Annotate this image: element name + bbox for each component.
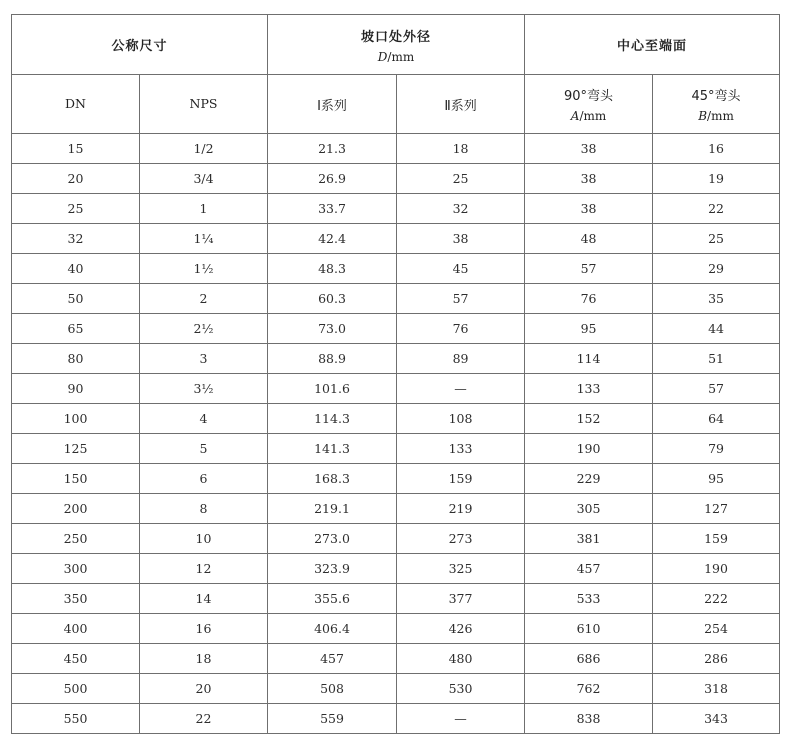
cell-od-series-2: 89 <box>397 344 525 374</box>
cell-dn: 20 <box>12 164 140 194</box>
cell-center-to-end-45: 16 <box>653 134 780 164</box>
cell-od-series-1: 33.7 <box>268 194 397 224</box>
cell-center-to-end-90: 152 <box>525 404 653 434</box>
table-row <box>12 434 780 464</box>
header-dn <box>12 75 140 134</box>
cell-dn: 100 <box>12 404 140 434</box>
cell-nps: 22 <box>140 704 268 734</box>
cell-od-series-2: — <box>397 374 525 404</box>
table-row <box>12 674 780 704</box>
cell-center-to-end-45: 127 <box>653 494 780 524</box>
header-elbow-45 <box>653 75 780 134</box>
header-nominal-size-label: 公称尺寸 <box>111 39 168 54</box>
cell-od-series-1: 88.9 <box>268 344 397 374</box>
cell-od-series-2: 25 <box>397 164 525 194</box>
table-row <box>12 224 780 254</box>
cell-od-series-1: 323.9 <box>268 554 397 584</box>
header-nps <box>140 75 268 134</box>
table-header <box>12 15 780 134</box>
cell-dn: 40 <box>12 254 140 284</box>
cell-od-series-2: 76 <box>397 314 525 344</box>
table-row <box>12 494 780 524</box>
header-nominal-size <box>12 15 268 75</box>
table-row <box>12 524 780 554</box>
header-nps-label: NPS <box>189 96 218 111</box>
cell-center-to-end-90: 76 <box>525 284 653 314</box>
cell-dn: 400 <box>12 614 140 644</box>
cell-center-to-end-45: 79 <box>653 434 780 464</box>
cell-od-series-1: 42.4 <box>268 224 397 254</box>
cell-od-series-1: 508 <box>268 674 397 704</box>
cell-od-series-2: 219 <box>397 494 525 524</box>
cell-center-to-end-90: 57 <box>525 254 653 284</box>
cell-od-series-2: 480 <box>397 644 525 674</box>
cell-center-to-end-45: 343 <box>653 704 780 734</box>
cell-od-series-1: 48.3 <box>268 254 397 284</box>
table-row <box>12 554 780 584</box>
cell-nps: 18 <box>140 644 268 674</box>
table-row <box>12 254 780 284</box>
cell-center-to-end-90: 610 <box>525 614 653 644</box>
cell-od-series-2: 159 <box>397 464 525 494</box>
cell-od-series-2: 18 <box>397 134 525 164</box>
cell-od-series-2: 32 <box>397 194 525 224</box>
cell-center-to-end-45: 286 <box>653 644 780 674</box>
cell-center-to-end-45: 318 <box>653 674 780 704</box>
cell-center-to-end-45: 19 <box>653 164 780 194</box>
header-center-to-end-label: 中心至端面 <box>617 39 688 54</box>
cell-od-series-1: 114.3 <box>268 404 397 434</box>
cell-dn: 50 <box>12 284 140 314</box>
cell-od-series-2: 377 <box>397 584 525 614</box>
cell-center-to-end-90: 95 <box>525 314 653 344</box>
cell-nps: 6 <box>140 464 268 494</box>
header-elbow-45-label: 45°弯头 <box>691 89 741 104</box>
cell-od-series-1: 101.6 <box>268 374 397 404</box>
header-dn-label: DN <box>65 96 86 111</box>
cell-nps: 2 <box>140 284 268 314</box>
cell-center-to-end-45: 57 <box>653 374 780 404</box>
cell-dn: 300 <box>12 554 140 584</box>
cell-od-series-2: 57 <box>397 284 525 314</box>
cell-nps: 12 <box>140 554 268 584</box>
cell-center-to-end-90: 686 <box>525 644 653 674</box>
cell-dn: 65 <box>12 314 140 344</box>
cell-dn: 500 <box>12 674 140 704</box>
table-row <box>12 134 780 164</box>
cell-center-to-end-90: 533 <box>525 584 653 614</box>
cell-od-series-1: 406.4 <box>268 614 397 644</box>
cell-center-to-end-90: 838 <box>525 704 653 734</box>
cell-od-series-1: 355.6 <box>268 584 397 614</box>
cell-center-to-end-90: 38 <box>525 194 653 224</box>
cell-od-series-1: 168.3 <box>268 464 397 494</box>
cell-center-to-end-45: 44 <box>653 314 780 344</box>
cell-center-to-end-45: 22 <box>653 194 780 224</box>
cell-center-to-end-45: 159 <box>653 524 780 554</box>
cell-od-series-2: 38 <box>397 224 525 254</box>
cell-nps: 4 <box>140 404 268 434</box>
cell-od-series-1: 73.0 <box>268 314 397 344</box>
cell-dn: 25 <box>12 194 140 224</box>
cell-center-to-end-90: 38 <box>525 134 653 164</box>
header-bevel-od <box>268 15 525 75</box>
dimension-table-container <box>11 14 779 734</box>
cell-center-to-end-90: 48 <box>525 224 653 254</box>
cell-center-to-end-90: 190 <box>525 434 653 464</box>
cell-dn: 200 <box>12 494 140 524</box>
cell-dn: 550 <box>12 704 140 734</box>
table-row <box>12 284 780 314</box>
cell-nps: 16 <box>140 614 268 644</box>
cell-od-series-2: 426 <box>397 614 525 644</box>
cell-nps: 3½ <box>140 374 268 404</box>
cell-od-series-1: 60.3 <box>268 284 397 314</box>
cell-nps: 20 <box>140 674 268 704</box>
cell-center-to-end-45: 35 <box>653 284 780 314</box>
cell-nps: 3 <box>140 344 268 374</box>
cell-od-series-1: 219.1 <box>268 494 397 524</box>
table-row <box>12 614 780 644</box>
cell-dn: 350 <box>12 584 140 614</box>
cell-od-series-2: 133 <box>397 434 525 464</box>
header-elbow-90 <box>525 75 653 134</box>
table-row <box>12 194 780 224</box>
cell-od-series-2: 530 <box>397 674 525 704</box>
cell-od-series-2: — <box>397 704 525 734</box>
header-bevel-od-var: D <box>377 49 388 64</box>
table-row <box>12 464 780 494</box>
table-row <box>12 374 780 404</box>
cell-nps: 1½ <box>140 254 268 284</box>
table-row <box>12 704 780 734</box>
elbow-dimension-table <box>11 14 780 734</box>
cell-dn: 250 <box>12 524 140 554</box>
cell-od-series-2: 325 <box>397 554 525 584</box>
cell-center-to-end-45: 95 <box>653 464 780 494</box>
cell-center-to-end-90: 762 <box>525 674 653 704</box>
table-row <box>12 584 780 614</box>
cell-center-to-end-45: 64 <box>653 404 780 434</box>
cell-od-series-1: 141.3 <box>268 434 397 464</box>
header-bevel-od-label: 坡口处外径 <box>361 29 432 45</box>
table-row <box>12 314 780 344</box>
header-elbow-90-unit-line <box>525 109 652 123</box>
table-row <box>12 644 780 674</box>
cell-center-to-end-90: 229 <box>525 464 653 494</box>
table-row <box>12 344 780 374</box>
cell-dn: 450 <box>12 644 140 674</box>
cell-nps: 2½ <box>140 314 268 344</box>
cell-dn: 90 <box>12 374 140 404</box>
header-bevel-od-unit-line <box>268 50 524 64</box>
cell-od-series-1: 273.0 <box>268 524 397 554</box>
header-center-to-end <box>525 15 780 75</box>
cell-dn: 125 <box>12 434 140 464</box>
header-elbow-90-unit: /mm <box>579 109 607 123</box>
cell-nps: 1 <box>140 194 268 224</box>
cell-center-to-end-90: 381 <box>525 524 653 554</box>
cell-od-series-1: 457 <box>268 644 397 674</box>
header-series-2 <box>397 75 525 134</box>
cell-nps: 1/2 <box>140 134 268 164</box>
header-series-1 <box>268 75 397 134</box>
header-series-2-label: Ⅱ系列 <box>444 98 477 114</box>
header-row-2 <box>12 75 780 134</box>
cell-center-to-end-90: 38 <box>525 164 653 194</box>
cell-nps: 14 <box>140 584 268 614</box>
cell-dn: 150 <box>12 464 140 494</box>
cell-od-series-1: 21.3 <box>268 134 397 164</box>
table-row <box>12 404 780 434</box>
table-row <box>12 164 780 194</box>
header-series-1-label: Ⅰ系列 <box>317 98 347 114</box>
header-elbow-90-label: 90°弯头 <box>564 89 614 104</box>
cell-center-to-end-45: 51 <box>653 344 780 374</box>
header-row-1 <box>12 15 780 75</box>
cell-od-series-2: 273 <box>397 524 525 554</box>
header-elbow-45-unit-line <box>653 109 779 123</box>
header-elbow-90-var: A <box>570 109 580 123</box>
cell-center-to-end-45: 25 <box>653 224 780 254</box>
cell-center-to-end-45: 254 <box>653 614 780 644</box>
cell-center-to-end-90: 457 <box>525 554 653 584</box>
cell-nps: 10 <box>140 524 268 554</box>
header-elbow-45-unit: /mm <box>707 109 734 123</box>
cell-od-series-2: 45 <box>397 254 525 284</box>
cell-od-series-1: 559 <box>268 704 397 734</box>
cell-center-to-end-45: 29 <box>653 254 780 284</box>
cell-center-to-end-45: 222 <box>653 584 780 614</box>
header-bevel-od-unit: /mm <box>387 49 415 64</box>
cell-od-series-1: 26.9 <box>268 164 397 194</box>
cell-center-to-end-90: 133 <box>525 374 653 404</box>
cell-center-to-end-90: 305 <box>525 494 653 524</box>
cell-nps: 1¼ <box>140 224 268 254</box>
cell-center-to-end-90: 114 <box>525 344 653 374</box>
cell-nps: 8 <box>140 494 268 524</box>
cell-nps: 5 <box>140 434 268 464</box>
table-body <box>12 134 780 734</box>
cell-center-to-end-45: 190 <box>653 554 780 584</box>
cell-dn: 15 <box>12 134 140 164</box>
cell-od-series-2: 108 <box>397 404 525 434</box>
cell-nps: 3/4 <box>140 164 268 194</box>
cell-dn: 32 <box>12 224 140 254</box>
cell-dn: 80 <box>12 344 140 374</box>
header-elbow-45-var: B <box>698 109 708 123</box>
